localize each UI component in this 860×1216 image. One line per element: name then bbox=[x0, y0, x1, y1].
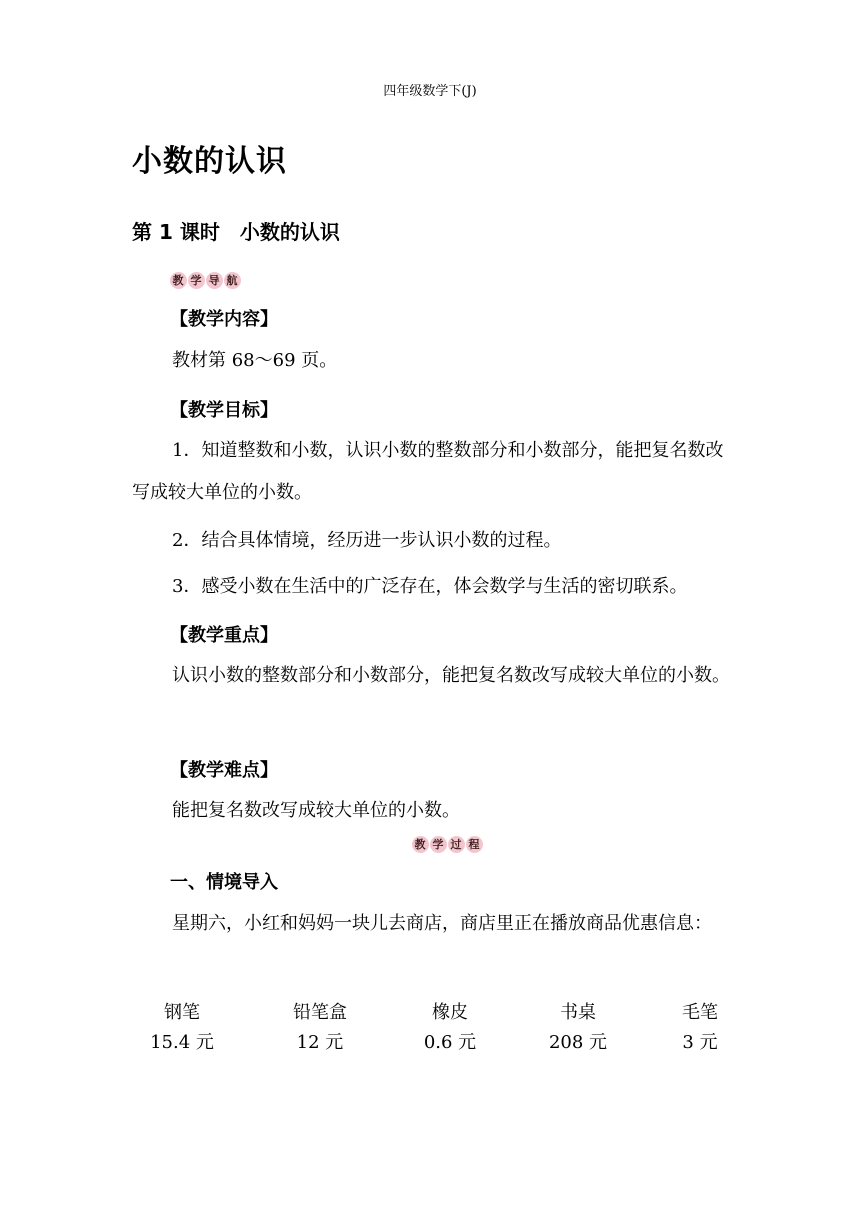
badge-char: 航 bbox=[224, 272, 241, 289]
goods-name: 钢笔 bbox=[164, 1002, 200, 1023]
badge-char: 程 bbox=[466, 836, 483, 853]
difficulty-heading: 【教学难点】 bbox=[170, 760, 278, 781]
goods-name: 书桌 bbox=[560, 1002, 596, 1023]
goods-name: 铅笔盒 bbox=[293, 1002, 347, 1023]
badge-teaching-nav bbox=[170, 272, 242, 289]
goods-name: 毛笔 bbox=[682, 1002, 718, 1023]
badge-char: 学 bbox=[430, 836, 447, 853]
badge-char: 教 bbox=[170, 272, 187, 289]
key-heading: 【教学重点】 bbox=[170, 625, 278, 646]
badge-char: 学 bbox=[188, 272, 205, 289]
goal-1: 1．知道整数和小数，认识小数的整数部分和小数部分，能把复名数改写成较大单位的小数。 bbox=[132, 440, 724, 503]
badge-char: 导 bbox=[206, 272, 223, 289]
badge-teaching-process bbox=[412, 836, 484, 853]
goal-3: 3．感受小数在生活中的广泛存在，体会数学与生活的密切联系。 bbox=[172, 576, 688, 597]
page-header: 四年级数学下(J) bbox=[383, 84, 477, 99]
goods-name: 橡皮 bbox=[432, 1002, 468, 1023]
content-text: 教材第 68～69 页。 bbox=[172, 350, 338, 371]
goods-price: 3 元 bbox=[682, 1032, 718, 1053]
key-text: 认识小数的整数部分和小数部分，能把复名数改写成较大单位的小数。 bbox=[172, 665, 730, 686]
goods-price: 15.4 元 bbox=[150, 1032, 214, 1053]
goods-price: 208 元 bbox=[548, 1032, 608, 1053]
goals-heading: 【教学目标】 bbox=[170, 400, 278, 421]
intro-heading: 一、情境导入 bbox=[170, 872, 278, 893]
goods-price: 0.6 元 bbox=[423, 1032, 477, 1053]
difficulty-text: 能把复名数改写成较大单位的小数。 bbox=[172, 800, 460, 821]
goods-price: 12 元 bbox=[296, 1032, 344, 1053]
badge-char: 过 bbox=[448, 836, 465, 853]
lesson-title: 第 1 课时 小数的认识 bbox=[132, 220, 340, 244]
page-title: 小数的认识 bbox=[132, 144, 287, 179]
intro-text: 星期六，小红和妈妈一块儿去商店，商店里正在播放商品优惠信息： bbox=[172, 913, 712, 934]
badge-char: 教 bbox=[412, 836, 429, 853]
content-heading: 【教学内容】 bbox=[170, 309, 278, 330]
goal-2: 2．结合具体情境，经历进一步认识小数的过程。 bbox=[172, 530, 562, 551]
